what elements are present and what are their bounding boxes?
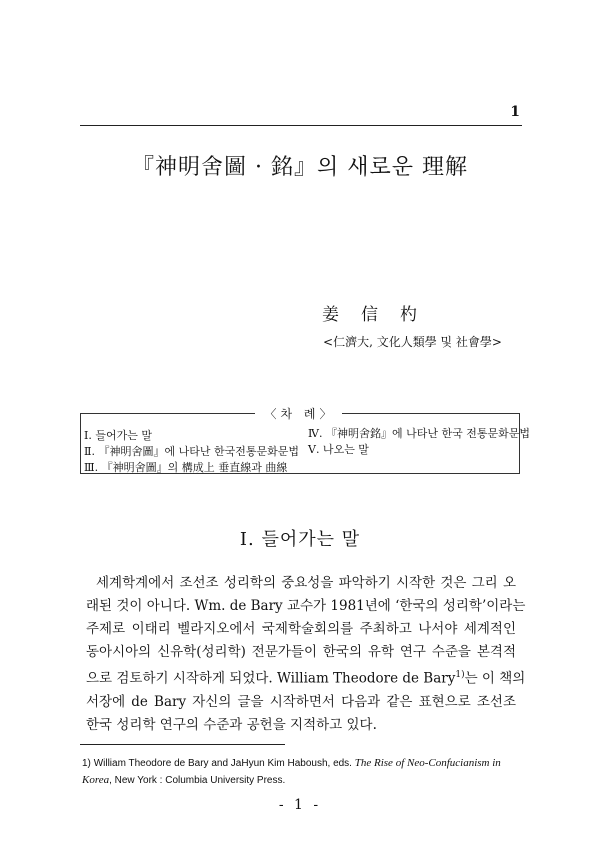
section-heading: Ⅰ. 들어가는 말 [239, 529, 361, 550]
body-line: 주제로 이태리 벨라지오에서 국제학술회의를 주최하고 나서야 세계적인 [86, 621, 516, 637]
author-name: 姜信杓 [322, 305, 439, 325]
body-line [86, 664, 526, 691]
toc-item-5: Ⅴ. 나오는 말 [308, 443, 369, 456]
footnote [82, 755, 522, 789]
author-affiliation: <仁濟大, 文化人類學 및 社會學> [323, 335, 502, 349]
footnote-rule [80, 744, 285, 745]
toc-left-border [80, 413, 81, 474]
running-page-number: 1 [510, 104, 520, 120]
body-line: 한국 성리학 연구의 수준과 공헌을 지적하고 있다. [86, 716, 377, 733]
body-line: 서장에 de Bary 자신의 글을 시작하면서 다음과 같은 표현으로 조선조 [86, 693, 516, 710]
body-line-text: 는 이 책의 [464, 670, 526, 687]
footnote-authors: William Theodore de Bary and JaHyun Kim Haboush, eds. [93, 758, 352, 769]
body-line: 세계학계에서 조선조 성리학의 중요성을 파악하기 시작한 것은 그리 오 [96, 575, 516, 591]
table-of-contents [80, 405, 530, 474]
footnote-number: 1) [82, 758, 91, 769]
article-title: 『神明舍圖 · 銘』의 새로운 理解 [132, 155, 468, 180]
body-line: 동아시아의 신유학(성리학) 전문가들이 한국의 유학 연구 수준을 본격적 [86, 644, 516, 660]
toc-item-4: Ⅳ. 『神明舍銘』에 나타난 한국 전통문화문법 [308, 427, 530, 440]
toc-heading: 〈차 례〉 [264, 407, 336, 421]
toc-item-3: Ⅲ. 『神明舍圖』의 構成上 垂直線과 曲線 [84, 461, 288, 474]
body-paragraph [86, 572, 526, 737]
footer-page-number: - 1 - [278, 797, 322, 813]
toc-item-2: Ⅱ. 『神明舍圖』에 나타난 한국전통문화문법 [84, 445, 299, 458]
footnote-publisher: , New York : Columbia University Press. [109, 775, 286, 786]
body-line: 래된 것이 아니다. Wm. de Bary 교수가 1981년에 ‘한국의 성리학’이라는 [86, 598, 526, 614]
body-line-text: 으로 검토하기 시작하게 되었다. William Theodore de Bary [86, 670, 456, 687]
footnote-book-title: The Rise of Neo-Confucianism in Korea [82, 757, 501, 786]
header-rule [80, 125, 522, 126]
toc-item-1: Ⅰ. 들어가는 말 [84, 429, 152, 442]
footnote-ref[interactable]: 1) [455, 670, 465, 680]
toc-right-border [519, 413, 520, 474]
